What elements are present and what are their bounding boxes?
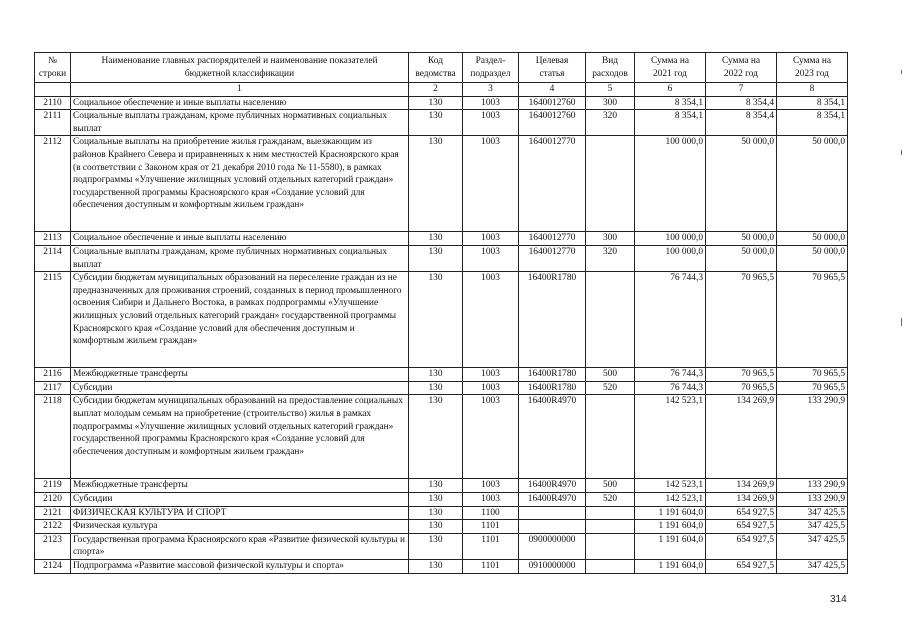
table-row [35, 110, 848, 136]
row-name-cell: Субсидии бюджетам муниципальных образований на переселение граждан из не предназначенных для проживания строений, созданных в период промышленного освоения Сибири и Дальнего Востока, в рамках подпрограммы «Улучшение жилищных условий отдельных категорий граждан» государственной программы Красноярского края «Создание условий для обеспечения доступным и комфортным жильем граждан» [71, 272, 409, 368]
sum-2021-cell: 142 523,1 [635, 492, 706, 506]
department-code-cell: 130 [409, 559, 463, 573]
section-code-cell: 1101 [463, 559, 519, 573]
target-article-cell: 16400R1780 [519, 381, 586, 395]
section-code-cell: 1003 [463, 272, 519, 368]
sum-2022-cell: 50 000,0 [706, 245, 777, 271]
col-number [35, 83, 71, 97]
expense-type-cell: 300 [586, 96, 635, 110]
row-name-cell: Подпрограмма «Развитие массовой физической культуры и спорта» [71, 559, 409, 573]
section-code-cell: 1003 [463, 479, 519, 493]
sum-2023-cell: 50 000,0 [777, 232, 848, 246]
row-number-cell: 2115 [35, 272, 71, 368]
col-header-sum-2022: Сумма на 2022 год [706, 53, 777, 83]
sum-2021-cell: 100 000,0 [635, 232, 706, 246]
department-code-cell: 130 [409, 381, 463, 395]
sum-2021-cell: 76 744,3 [635, 272, 706, 368]
table-row [35, 272, 848, 368]
section-code-cell: 1003 [463, 368, 519, 382]
sum-2022-cell: 70 965,5 [706, 368, 777, 382]
column-number-row [35, 83, 848, 97]
row-name-cell: Социальные выплаты гражданам, кроме публичных нормативных социальных выплат [71, 245, 409, 271]
section-code-cell: 1003 [463, 381, 519, 395]
department-code-cell: 130 [409, 245, 463, 271]
sum-2023-cell: 133 290,9 [777, 492, 848, 506]
row-number-cell: 2119 [35, 479, 71, 493]
table-row [35, 96, 848, 110]
sum-2022-cell: 134 269,9 [706, 479, 777, 493]
row-name-cell: Физическая культура [71, 520, 409, 534]
department-code-cell: 130 [409, 272, 463, 368]
sum-2022-cell: 50 000,0 [706, 136, 777, 232]
row-number-cell: 2124 [35, 559, 71, 573]
expense-type-cell [586, 506, 635, 520]
sum-2021-cell: 76 744,3 [635, 381, 706, 395]
department-code-cell: 130 [409, 506, 463, 520]
table-row [35, 245, 848, 271]
row-number-cell: 2122 [35, 520, 71, 534]
department-code-cell: 130 [409, 395, 463, 479]
col-header-name: Наименование главных распорядителей и наименование показателей бюджетной классификации [71, 53, 409, 83]
sum-2023-cell: 347 425,5 [777, 559, 848, 573]
target-article-cell: 1640012770 [519, 245, 586, 271]
table-row [35, 492, 848, 506]
row-name-cell: Межбюджетные трансферты [71, 368, 409, 382]
sum-2023-cell: 50 000,0 [777, 136, 848, 232]
row-number-cell: 2113 [35, 232, 71, 246]
sum-2022-cell: 134 269,9 [706, 395, 777, 479]
col-number: 3 [463, 83, 519, 97]
sum-2021-cell: 100 000,0 [635, 245, 706, 271]
target-article-cell: 1640012760 [519, 110, 586, 136]
section-code-cell: 1101 [463, 520, 519, 534]
scan-edge-mark [901, 318, 902, 326]
table-row [35, 232, 848, 246]
department-code-cell: 130 [409, 110, 463, 136]
target-article-cell: 0900000000 [519, 533, 586, 559]
row-number-cell: 2110 [35, 96, 71, 110]
header-row [35, 53, 848, 83]
section-code-cell: 1003 [463, 96, 519, 110]
sum-2021-cell: 1 191 604,0 [635, 506, 706, 520]
table-row [35, 520, 848, 534]
expense-type-cell [586, 136, 635, 232]
section-code-cell: 1101 [463, 533, 519, 559]
target-article-cell [519, 506, 586, 520]
table-row [35, 395, 848, 479]
department-code-cell: 130 [409, 136, 463, 232]
sum-2022-cell: 654 927,5 [706, 559, 777, 573]
page-number: 314 [830, 594, 847, 605]
row-name-cell: Государственная программа Красноярского края «Развитие физической культуры и спорта» [71, 533, 409, 559]
section-code-cell: 1003 [463, 245, 519, 271]
row-number-cell: 2114 [35, 245, 71, 271]
sum-2022-cell: 50 000,0 [706, 232, 777, 246]
row-name-cell: Социальное обеспечение и иные выплаты населению [71, 232, 409, 246]
row-number-cell: 2121 [35, 506, 71, 520]
col-number: 6 [635, 83, 706, 97]
section-code-cell: 1003 [463, 232, 519, 246]
table-row [35, 368, 848, 382]
row-name-cell: Субсидии [71, 492, 409, 506]
col-number: 2 [409, 83, 463, 97]
row-number-cell: 2123 [35, 533, 71, 559]
row-name-cell: Социальные выплаты на приобретение жилья гражданам, выезжающим из районов Крайнего Севера и приравненных к ним местностей Красноярского края (в соответствии с Законом края от 21 декабря 2010 года № 11-5580), в рамках подпрограммы «Улучшение жилищных условий отдельных категорий граждан» государственной программы Красноярского края «Создание условий для обеспечения доступным и комфортным жильем граждан» [71, 136, 409, 232]
sum-2023-cell: 133 290,9 [777, 395, 848, 479]
col-number: 8 [777, 83, 848, 97]
target-article-cell: 0910000000 [519, 559, 586, 573]
sum-2023-cell: 70 965,5 [777, 272, 848, 368]
row-number-cell: 2120 [35, 492, 71, 506]
sum-2023-cell: 8 354,1 [777, 96, 848, 110]
sum-2022-cell: 654 927,5 [706, 533, 777, 559]
table-row [35, 506, 848, 520]
target-article-cell: 1640012770 [519, 136, 586, 232]
sum-2021-cell: 1 191 604,0 [635, 520, 706, 534]
row-number-cell: 2116 [35, 368, 71, 382]
row-name-cell: Межбюджетные трансферты [71, 479, 409, 493]
expense-type-cell: 300 [586, 232, 635, 246]
col-header-department-code: Код ведомства [409, 53, 463, 83]
sum-2022-cell: 70 965,5 [706, 381, 777, 395]
sum-2022-cell: 8 354,4 [706, 96, 777, 110]
section-code-cell: 1003 [463, 110, 519, 136]
sum-2023-cell: 347 425,5 [777, 533, 848, 559]
expense-type-cell [586, 533, 635, 559]
department-code-cell: 130 [409, 232, 463, 246]
sum-2021-cell: 76 744,3 [635, 368, 706, 382]
target-article-cell [519, 520, 586, 534]
section-code-cell: 1003 [463, 136, 519, 232]
expense-type-cell: 320 [586, 245, 635, 271]
expense-type-cell [586, 272, 635, 368]
col-header-row-number: № строки [35, 53, 71, 83]
row-number-cell: 2112 [35, 136, 71, 232]
sum-2022-cell: 654 927,5 [706, 506, 777, 520]
department-code-cell: 130 [409, 520, 463, 534]
department-code-cell: 130 [409, 533, 463, 559]
section-code-cell: 1003 [463, 492, 519, 506]
expense-type-cell: 520 [586, 492, 635, 506]
sum-2023-cell: 8 354,1 [777, 110, 848, 136]
table-row [35, 479, 848, 493]
department-code-cell: 130 [409, 479, 463, 493]
row-name-cell: ФИЗИЧЕСКАЯ КУЛЬТУРА И СПОРТ [71, 506, 409, 520]
target-article-cell: 16400R1780 [519, 368, 586, 382]
sum-2022-cell: 8 354,4 [706, 110, 777, 136]
target-article-cell: 1640012770 [519, 232, 586, 246]
target-article-cell: 16400R1780 [519, 272, 586, 368]
section-code-cell: 1100 [463, 506, 519, 520]
scan-edge-mark [901, 150, 902, 155]
col-number: 7 [706, 83, 777, 97]
department-code-cell: 130 [409, 492, 463, 506]
sum-2021-cell: 8 354,1 [635, 96, 706, 110]
target-article-cell: 16400R4970 [519, 479, 586, 493]
expense-type-cell [586, 559, 635, 573]
row-name-cell: Социальное обеспечение и иные выплаты населению [71, 96, 409, 110]
expense-type-cell: 500 [586, 368, 635, 382]
col-number: 4 [519, 83, 586, 97]
row-name-cell: Субсидии [71, 381, 409, 395]
sum-2023-cell: 347 425,5 [777, 506, 848, 520]
sum-2021-cell: 142 523,1 [635, 395, 706, 479]
table-row [35, 533, 848, 559]
target-article-cell: 16400R4970 [519, 492, 586, 506]
row-name-cell: Социальные выплаты гражданам, кроме публичных нормативных социальных выплат [71, 110, 409, 136]
sum-2023-cell: 70 965,5 [777, 368, 848, 382]
sum-2023-cell: 347 425,5 [777, 520, 848, 534]
col-header-target-article: Целевая статья [519, 53, 586, 83]
sum-2021-cell: 8 354,1 [635, 110, 706, 136]
sum-2021-cell: 1 191 604,0 [635, 559, 706, 573]
col-number: 1 [71, 83, 409, 97]
expense-type-cell [586, 395, 635, 479]
table-row [35, 381, 848, 395]
expense-type-cell [586, 520, 635, 534]
sum-2021-cell: 142 523,1 [635, 479, 706, 493]
row-number-cell: 2111 [35, 110, 71, 136]
expense-type-cell: 320 [586, 110, 635, 136]
col-header-sum-2023: Сумма на 2023 год [777, 53, 848, 83]
expense-type-cell: 500 [586, 479, 635, 493]
sum-2022-cell: 70 965,5 [706, 272, 777, 368]
row-number-cell: 2117 [35, 381, 71, 395]
sum-2022-cell: 134 269,9 [706, 492, 777, 506]
target-article-cell: 16400R4970 [519, 395, 586, 479]
scan-edge-mark [901, 70, 902, 74]
sum-2023-cell: 133 290,9 [777, 479, 848, 493]
col-header-section: Раздел- подраздел [463, 53, 519, 83]
sum-2023-cell: 50 000,0 [777, 245, 848, 271]
row-number-cell: 2118 [35, 395, 71, 479]
expense-type-cell: 520 [586, 381, 635, 395]
section-code-cell: 1003 [463, 395, 519, 479]
sum-2023-cell: 70 965,5 [777, 381, 848, 395]
row-name-cell: Субсидии бюджетам муниципальных образований на предоставление социальных выплат молодым семьям на приобретение (строительство) жилья в рамках подпрограммы «Улучшение жилищных условий отдельных категорий граждан» государственной программы Красноярского края «Создание условий для обеспечения доступным и комфортным жильем граждан» [71, 395, 409, 479]
department-code-cell: 130 [409, 368, 463, 382]
sum-2021-cell: 100 000,0 [635, 136, 706, 232]
col-number: 5 [586, 83, 635, 97]
col-header-sum-2021: Сумма на 2021 год [635, 53, 706, 83]
col-header-expense-type: Вид расходов [586, 53, 635, 83]
department-code-cell: 130 [409, 96, 463, 110]
budget-table [34, 52, 848, 574]
target-article-cell: 1640012760 [519, 96, 586, 110]
sum-2022-cell: 654 927,5 [706, 520, 777, 534]
table-row [35, 559, 848, 573]
table-row [35, 136, 848, 232]
sum-2021-cell: 1 191 604,0 [635, 533, 706, 559]
